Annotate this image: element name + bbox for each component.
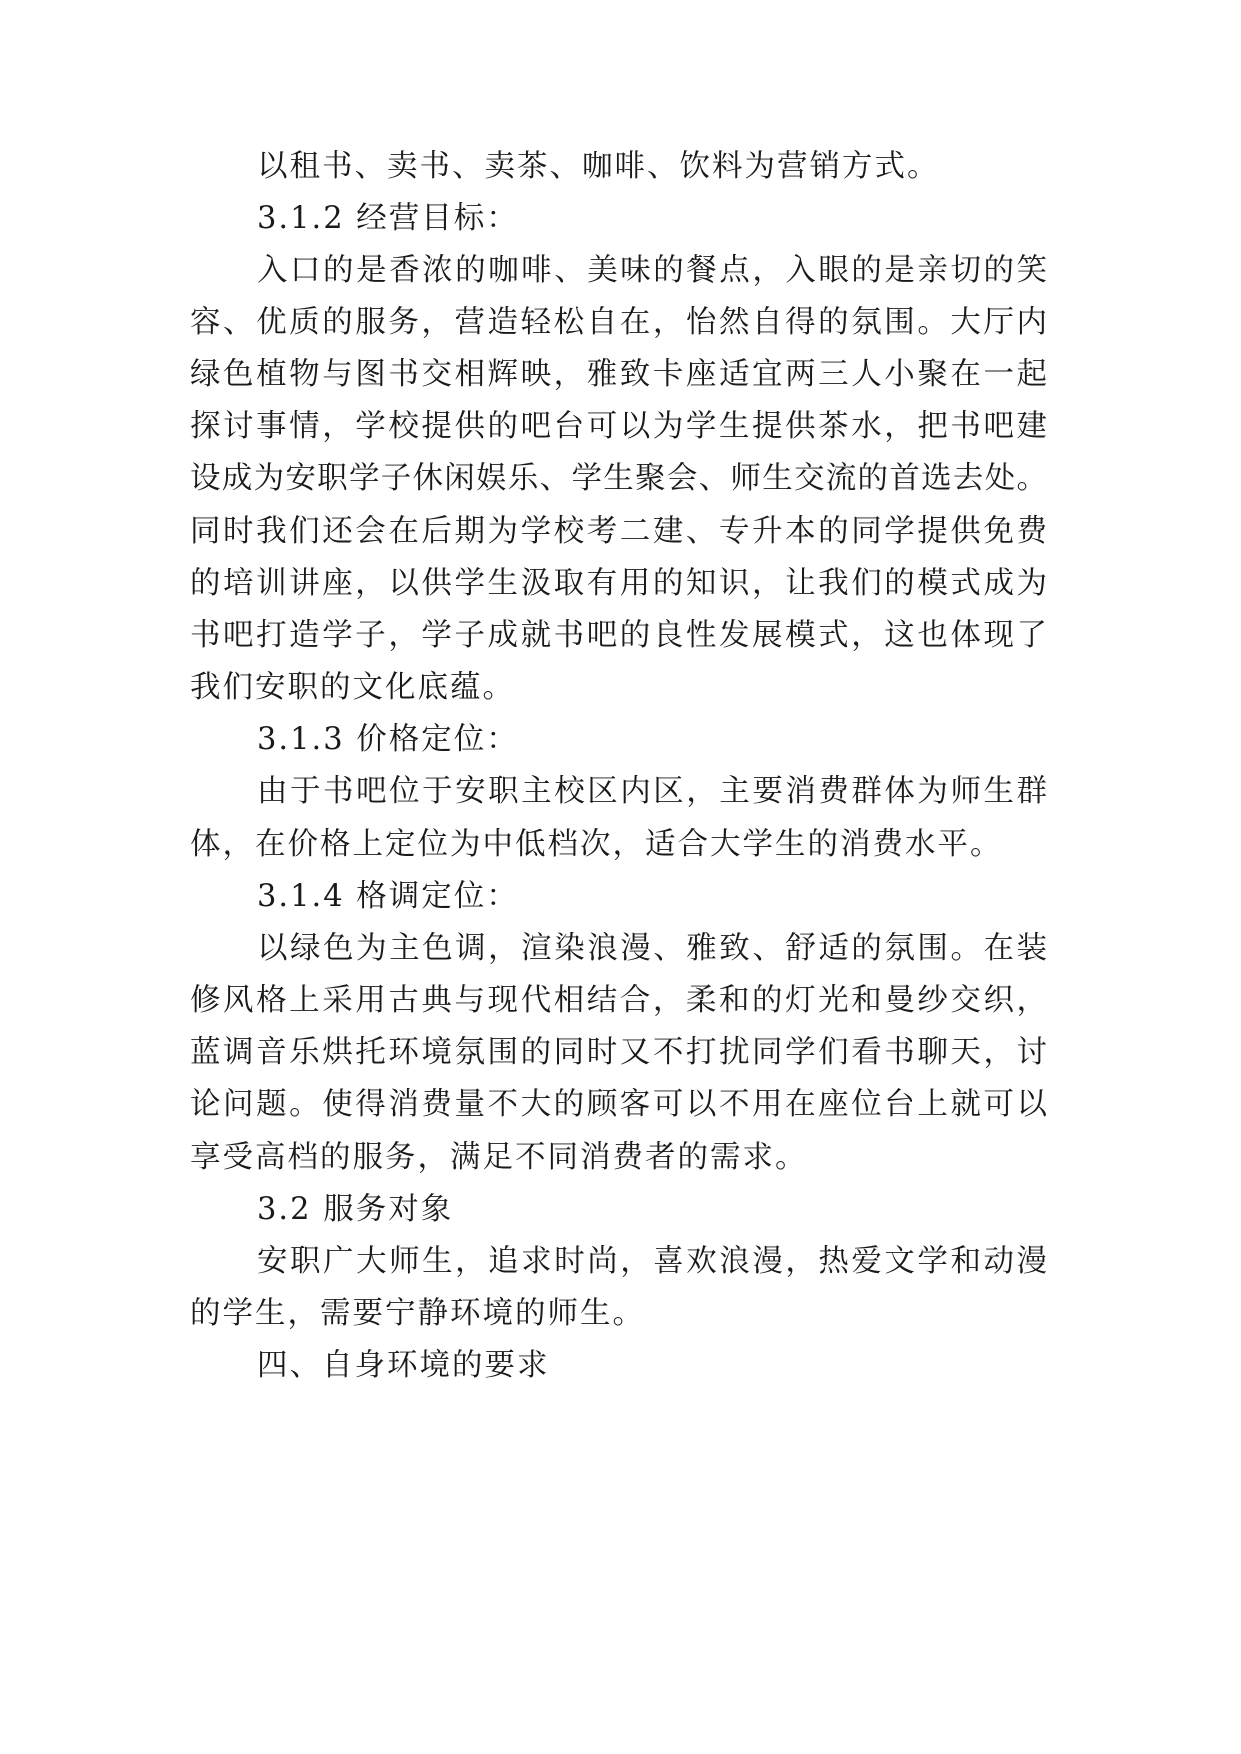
section-heading-3-2: 3.2 服务对象 (257, 1192, 454, 1227)
paragraph-line: 设成为安职学子休闲娱乐、学生聚会、师生交流的首选去处。 (190, 461, 1047, 496)
section-heading-3-1-3: 3.1.3 价格定位： (257, 722, 519, 757)
section-heading-3-1-2: 3.1.2 经营目标： (257, 201, 519, 236)
paragraph-line: 以绿色为主色调，渲染浪漫、雅致、舒适的氛围。在装 (257, 931, 1047, 966)
paragraph-line: 由于书吧位于安职主校区内区，主要消费群体为师生群 (257, 774, 1047, 809)
paragraph-line: 书吧打造学子，学子成就书吧的良性发展模式，这也体现了 (190, 618, 1047, 653)
paragraph-line: 的学生，需要宁静环境的师生。 (190, 1296, 645, 1331)
paragraph-line: 容、优质的服务，营造轻松自在，怡然自得的氛围。大厅内 (190, 305, 1047, 340)
paragraph-line: 绿色植物与图书交相辉映，雅致卡座适宜两三人小聚在一起 (190, 357, 1047, 392)
paragraph-line: 享受高档的服务，满足不同消费者的需求。 (190, 1140, 808, 1175)
paragraph-line: 我们安职的文化底蕴。 (190, 670, 515, 705)
paragraph-line: 入口的是香浓的咖啡、美味的餐点，入眼的是亲切的笑 (257, 253, 1047, 288)
paragraph-line: 论问题。使得消费量不大的顾客可以不用在座位台上就可以 (190, 1087, 1047, 1122)
paragraph-line: 以租书、卖书、卖茶、咖啡、饮料为营销方式。 (257, 149, 940, 184)
paragraph-line: 安职广大师生，追求时尚，喜欢浪漫，热爱文学和动漫 (257, 1244, 1047, 1279)
paragraph-line: 体，在价格上定位为中低档次，适合大学生的消费水平。 (190, 827, 1003, 862)
paragraph-line: 蓝调音乐烘托环境氛围的同时又不打扰同学们看书聊天，讨 (190, 1035, 1047, 1070)
paragraph-line: 探讨事情，学校提供的吧台可以为学生提供茶水，把书吧建 (190, 409, 1047, 444)
section-heading-3-1-4: 3.1.4 格调定位： (257, 879, 519, 914)
section-heading-4: 四、自身环境的要求 (257, 1348, 550, 1383)
paragraph-line: 的培训讲座，以供学生汲取有用的知识，让我们的模式成为 (190, 566, 1047, 601)
paragraph-line: 同时我们还会在后期为学校考二建、专升本的同学提供免费 (190, 514, 1047, 549)
paragraph-line: 修风格上采用古典与现代相结合，柔和的灯光和曼纱交织， (190, 983, 1047, 1018)
